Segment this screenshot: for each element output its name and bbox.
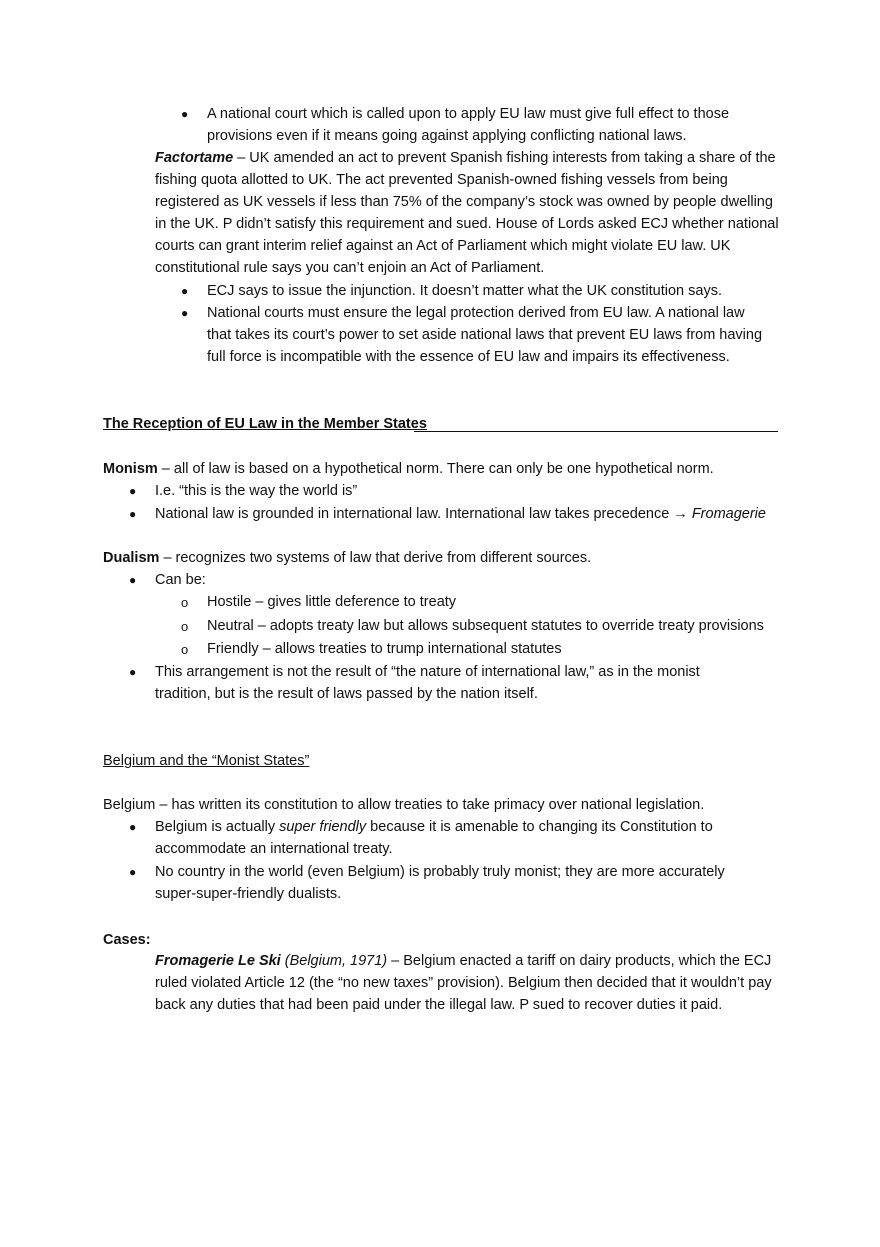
dualism-sub-3: Friendly – allows treaties to trump international statutes xyxy=(207,641,562,657)
monism-bullet-2 xyxy=(155,503,795,525)
dualism-can-be: Can be: xyxy=(155,572,206,588)
fromagerie-case xyxy=(155,950,775,1016)
bullet-marker: ● xyxy=(129,507,137,521)
belgium-bullet-1 xyxy=(155,816,735,860)
factortame-case-name: Factortame xyxy=(155,150,234,166)
factortame-case-text: – UK amended an act to prevent Spanish fishing interests from taking a share of the fishing quota allotted to UK. The act prevented Spanish-owned fishing vessels from being registered as UK vessels if less than 75% of the company’s stock was owned by people dwelling in the UK. P didn’t satisfy this requirement and sued. House of Lords asked ECJ whether national courts can grant interim relief against an Act of Parliament which might violate EU law. UK constitutional rule says you can’t enjoin an Act of Parliament. xyxy=(155,150,779,276)
belgium-bullet-1-em: super friendly xyxy=(279,819,367,835)
fromagerie-case-name: Fromagerie Le Ski xyxy=(155,953,281,969)
heading-rule xyxy=(414,431,778,432)
bullet-marker: ● xyxy=(181,107,189,121)
dualism-definition-text: – recognizes two systems of law that derive from different sources. xyxy=(159,550,592,566)
dualism-sub-2: Neutral – adopts treaty law but allows subsequent statutes to override treaty provisions xyxy=(207,618,764,634)
belgium-bullet-1-pre: Belgium is actually xyxy=(155,819,280,835)
bullet-marker: ● xyxy=(129,865,137,879)
circle-bullet-marker: o xyxy=(181,642,189,657)
fromagerie-country: Belgium xyxy=(289,953,342,969)
bullet-marker: ● xyxy=(129,573,137,587)
circle-bullet-marker: o xyxy=(181,595,189,610)
arrow-right-icon: → xyxy=(673,506,688,522)
dualism-term: Dualism xyxy=(103,550,160,566)
fromagerie-cite-open: ( xyxy=(280,953,290,969)
bullet-marker: ● xyxy=(129,484,137,498)
monism-bullet-1: I.e. “this is the way the world is” xyxy=(155,483,358,499)
dualism-definition xyxy=(103,547,793,569)
section-heading-reception: The Reception of EU Law in the Member States xyxy=(103,416,427,432)
bullet-marker: ● xyxy=(181,284,189,298)
dualism-sub-1: Hostile – gives little deference to treaty xyxy=(207,594,457,610)
circle-bullet-marker: o xyxy=(181,619,189,634)
factortame-bullet-3: National courts must ensure the legal protection derived from EU law. A national law that takes its court’s power to set aside national laws that prevent EU laws from having full force is incompatible with the essence of EU law and impairs its effectiveness. xyxy=(207,305,763,365)
monism-definition-text: – all of law is based on a hypothetical norm. There can only be one hypothetical norm. xyxy=(157,461,714,477)
monism-bullet-2-text: National law is grounded in international law. International law takes precedence xyxy=(155,506,674,522)
belgium-intro: Belgium – has written its constitution to allow treaties to take primacy over national legislation. xyxy=(103,797,705,813)
fromagerie-year: , 1971) xyxy=(341,953,388,969)
factortame-paragraph xyxy=(155,147,780,279)
fromagerie-case-text: – Belgium enacted a tariff on dairy products, which the ECJ ruled violated Article 12 (the “no new taxes” provision). Belgium then decided that it wouldn’t pay back any duties that had been paid under the illegal law. P sued to recover duties it paid. xyxy=(155,953,772,1013)
monism-bullet-2-case: Fromagerie xyxy=(691,506,766,522)
dualism-bullet-2: This arrangement is not the result of “the nature of international law,” as in the monist tradition, but is the result of laws passed by the nation itself. xyxy=(155,664,700,702)
factortame-bullet-1: A national court which is called upon to apply EU law must give full effect to those provisions even if it means going against applying conflicting national laws. xyxy=(207,106,730,144)
section-heading-belgium: Belgium and the “Monist States” xyxy=(103,753,310,769)
cases-label: Cases: xyxy=(103,932,151,948)
bullet-marker: ● xyxy=(129,820,137,834)
bullet-marker: ● xyxy=(181,306,189,320)
factortame-bullet-2: ECJ says to issue the injunction. It doesn’t matter what the UK constitution says. xyxy=(207,283,722,299)
bullet-marker: ● xyxy=(129,665,137,679)
monism-definition xyxy=(103,458,793,480)
monism-term: Monism xyxy=(103,461,158,477)
belgium-bullet-2: No country in the world (even Belgium) is probably truly monist; they are more accurately super-super-friendly dualists. xyxy=(155,864,725,902)
belgium-bullet-1-post: because it is amenable to changing its Constitution to accommodate an international treaty. xyxy=(155,819,713,857)
